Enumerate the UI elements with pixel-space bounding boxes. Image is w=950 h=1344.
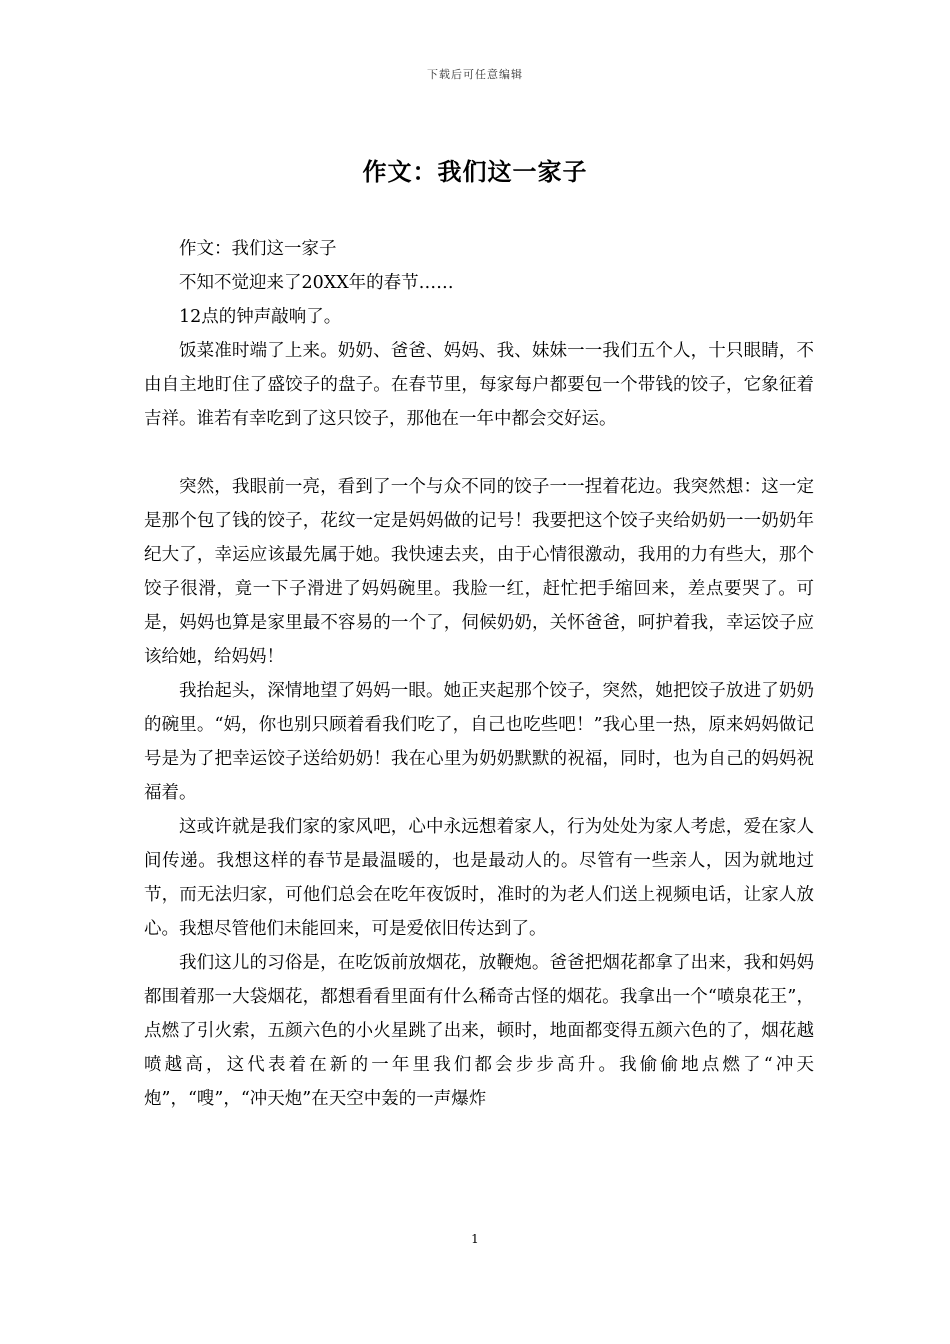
paragraph: 我抬起头，深情地望了妈妈一眼。她正夹起那个饺子，突然，她把饺子放进了奶奶的碗里。“妈，你也别只顾着看我们吃了，自己也吃些吧！”我心里一热，原来妈妈做记号是为了把幸运饺子送给奶奶！我在心里为奶奶默默的祝福，同时，也为自己的妈妈祝福着。 xyxy=(144,681,814,803)
paragraph: 我们这儿的习俗是，在吃饭前放烟花，放鞭炮。爸爸把烟花都拿了出来，我和妈妈都围着那一大袋烟花，都想看看里面有什么稀奇古怪的烟花。我拿出一个“喷泉花王”，点燃了引火索，五颜六色的小火星跳了出来，顿时，地面都变得五颜六色的了，烟花越喷越高，这代表着在新的一年里我们都会步步高升。我偷偷地点燃了“冲天炮”，“嗖”，“冲天炮”在天空中轰的一声爆炸 xyxy=(144,953,814,1109)
paragraph: 饭菜准时端了上来。奶奶、爸爸、妈妈、我、妹妹一一我们五个人，十只眼睛，不由自主地盯住了盛饺子的盘子。在春节里，每家每户都要包一个带钱的饺子，它象征着吉祥。谁若有幸吃到了这只饺子，那他在一年中都会交好运。 xyxy=(144,341,814,429)
paragraph: 作文：我们这一家子 xyxy=(179,239,337,259)
paragraph: 突然，我眼前一亮，看到了一个与众不同的饺子一一捏着花边。我突然想：这一定是那个包了钱的饺子，花纹一定是妈妈做的记号！我要把这个饺子夹给奶奶一一奶奶年纪大了，幸运应该最先属于她。我快速去夹，由于心情很激动，我用的力有些大，那个饺子很滑，竟一下子滑进了妈妈碗里。我脸一红，赶忙把手缩回来，差点要哭了。可是，妈妈也算是家里最不容易的一个了，伺候奶奶，关怀爸爸，呵护着我，幸运饺子应该给她，给妈妈！ xyxy=(144,477,814,667)
document-title: 作文：我们这一家子 xyxy=(362,157,588,186)
page-number: 1 xyxy=(471,1232,479,1246)
header-note: 下载后可任意编辑 xyxy=(427,68,523,81)
paragraph: 不知不觉迎来了20XX年的春节…… xyxy=(179,273,454,293)
paragraph: 12点的钟声敲响了。 xyxy=(179,307,342,327)
document-body xyxy=(144,232,814,1116)
paragraph: 这或许就是我们家的家风吧，心中永远想着家人，行为处处为家人考虑，爱在家人间传递。我想这样的春节是最温暖的，也是最动人的。尽管有一些亲人，因为就地过节，而无法归家，可他们总会在吃年夜饭时，准时的为老人们送上视频电话，让家人放心。我想尽管他们未能回来，可是爱依旧传达到了。 xyxy=(144,817,814,939)
